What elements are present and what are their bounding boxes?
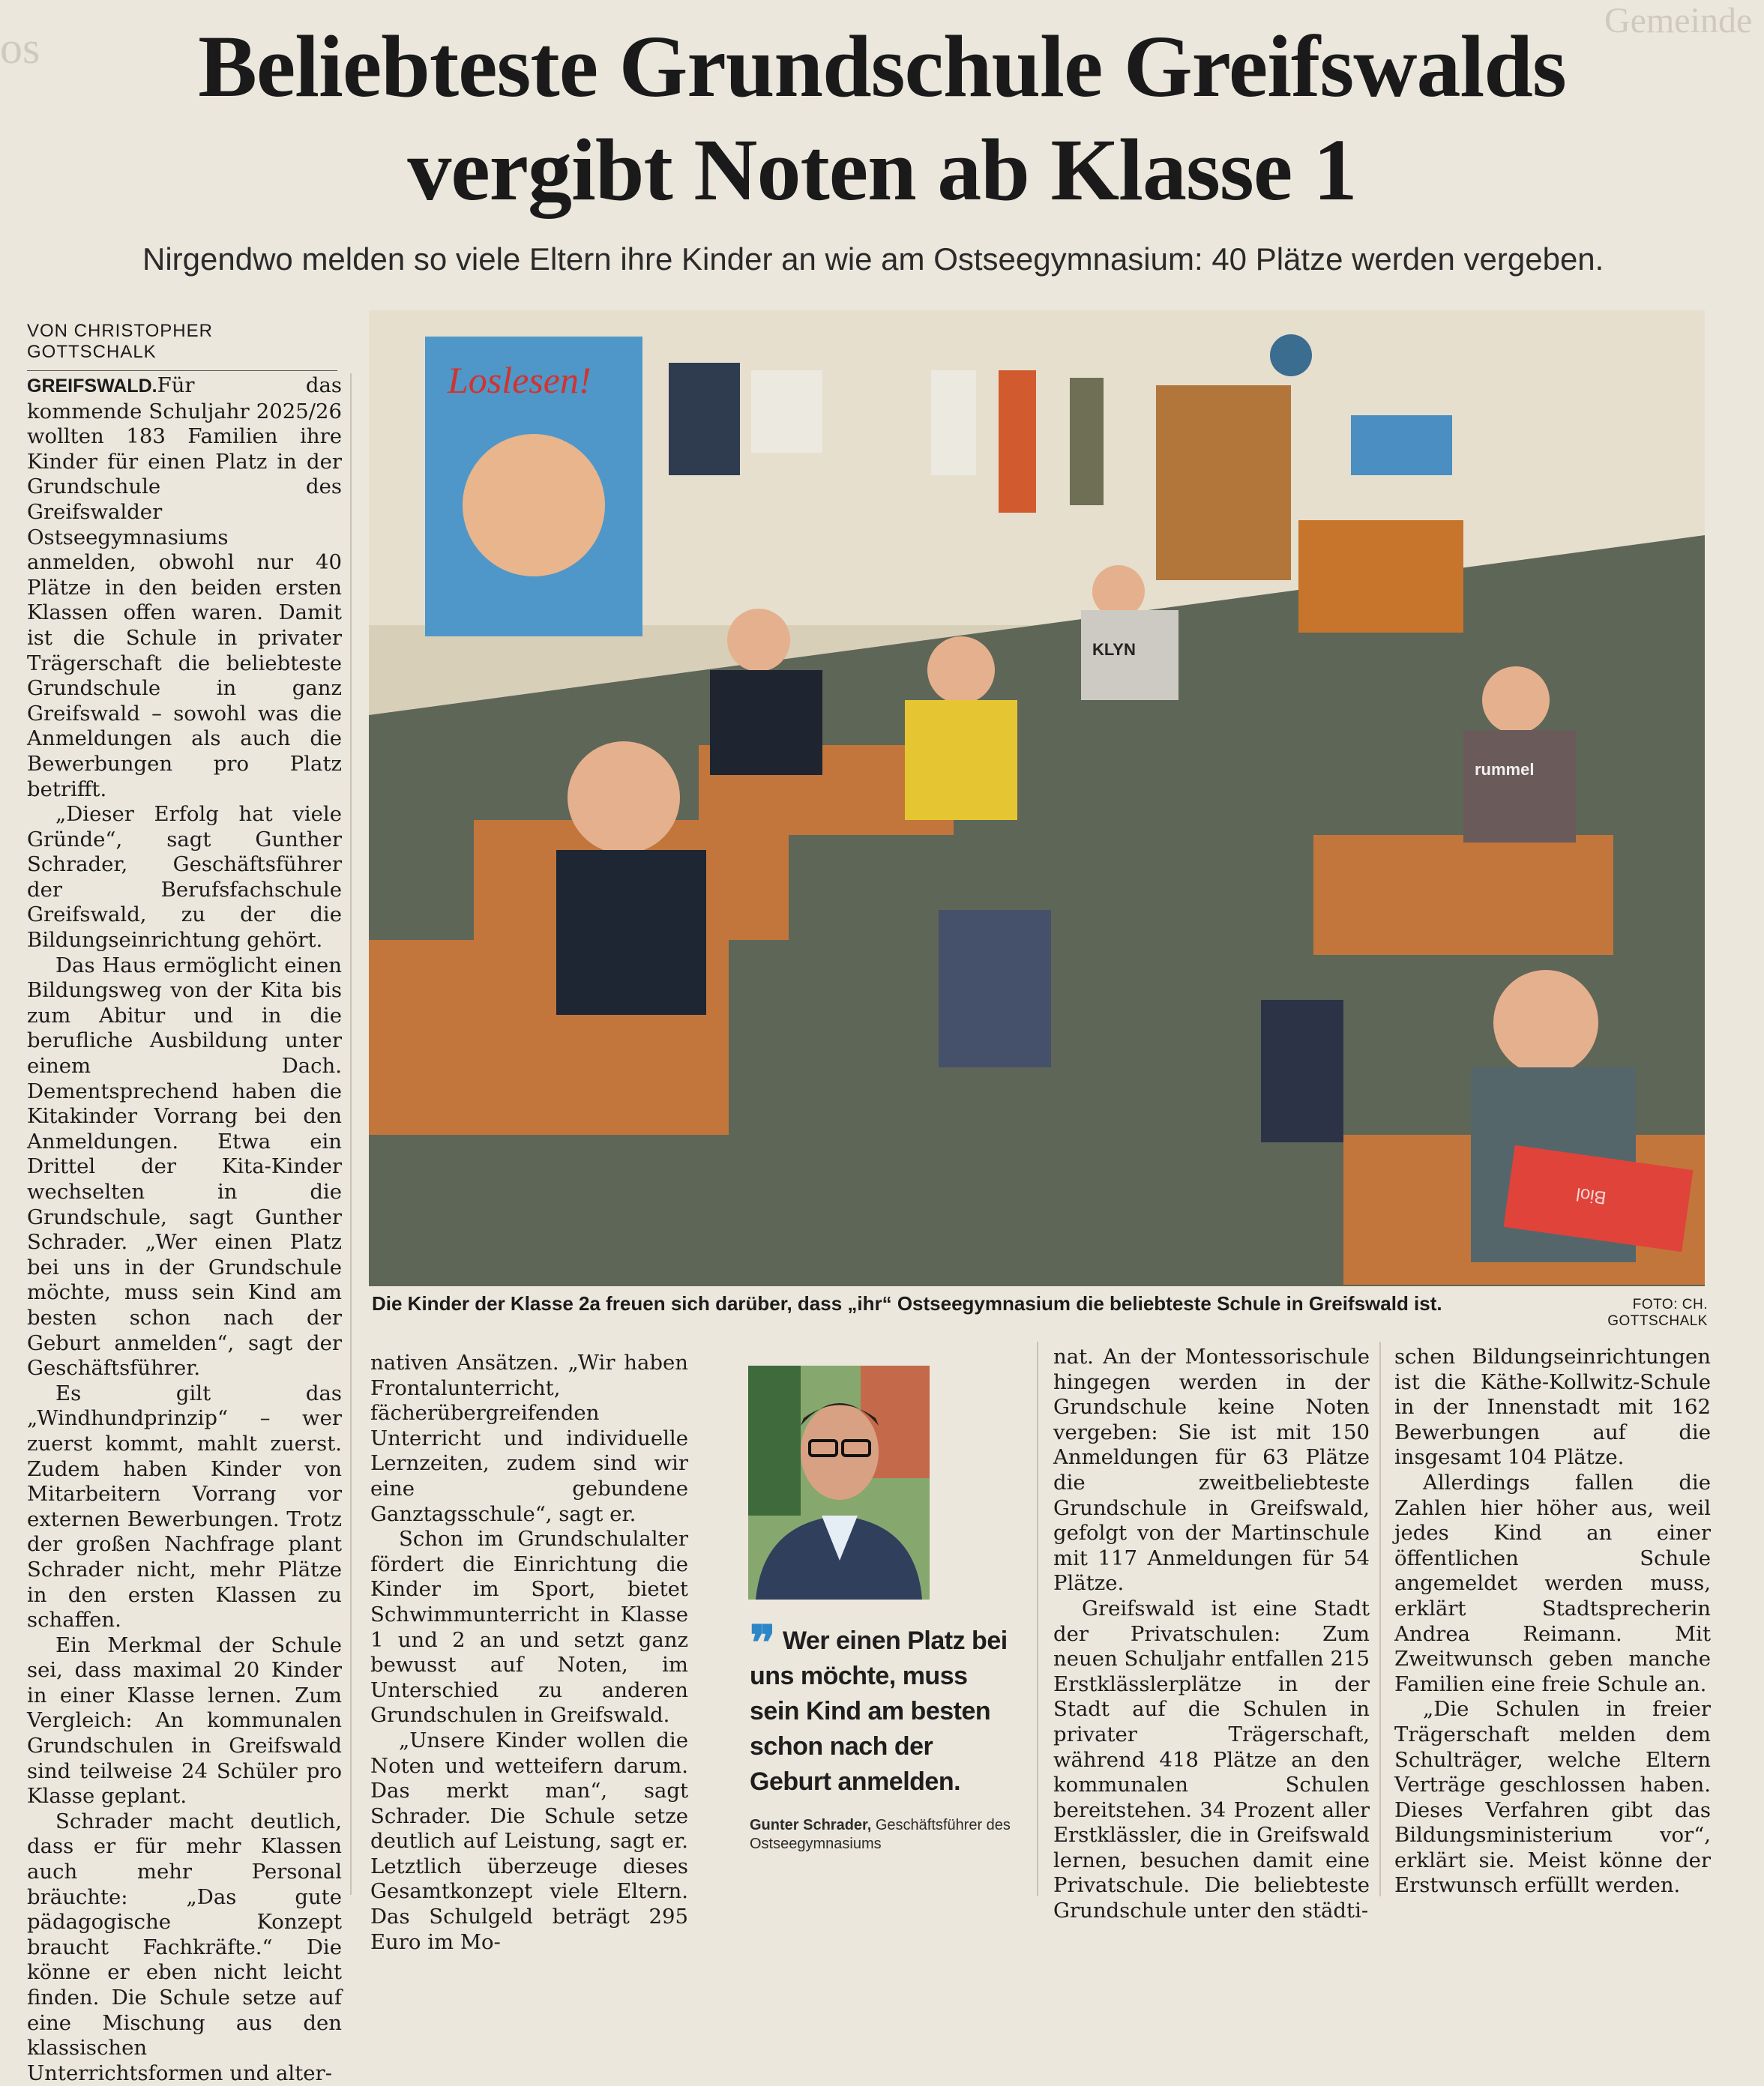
column-divider xyxy=(350,373,352,1895)
bleed-through-right: Gemeinde xyxy=(1604,1,1753,40)
quote-role: Geschäftsführer des Ostseegymnasiums xyxy=(750,1817,1011,1852)
paragraph: Schrader macht deutlich, dass er für mehr Klassen auch mehr Personal bräuchte: „Das gute pädagogische Konzept braucht Fachkräfte.“ Die könne er eben nicht leicht finden. Die Schule setze auf eine Mischung aus den klassischen Unterrichtsformen und alter- xyxy=(27,1809,342,2085)
quote-text xyxy=(750,1617,1020,1800)
paragraph: Es gilt das „Windhundprinzip“ – wer zuerst kommt, mahlt zuerst. Zudem haben Kinder von Mitarbeitern Vorrang vor externen Bewerbungen. Trotz der großen Nachfrage plant Schrader nicht, mehr Plätze in den ersten Klassen zu schaffen. xyxy=(27,1381,342,1633)
column-divider xyxy=(1037,1342,1038,1896)
paragraph: nat. An der Montessorischule hingegen werden in der Grundschule keine Noten vergeben: Sie ist mit 150 Anmeldungen für 63 Plätze die zweitbeliebteste Grundschule in Greifswald, gefolgt von der Martinschule mit 117 Anmeldungen für 54 Plätze. xyxy=(1053,1345,1370,1596)
article-column-1 xyxy=(27,373,342,2086)
paragraph: Greifswald ist eine Stadt der Privatschulen: Zum neuen Schuljahr entfallen 215 Erstklässlerplätze in der Stadt auf die Schulen in privater Trägerschaft, während 418 Plätze an den kommunalen Schulen bereitstehen. 34 Prozent aller Erstklässler, die in Greifswald lernen, besuchen damit eine Privatschule. Die beliebteste Grundschule unter den städti- xyxy=(1053,1596,1370,1923)
article-column-4 xyxy=(1394,1345,1711,1899)
classroom-photo xyxy=(369,310,1705,1286)
headline-line-1: Beliebteste Grundschule Greifswalds xyxy=(198,17,1566,115)
paragraph: „Unsere Kinder wollen die Noten und wetteifern darum. Das merkt man“, sagt Schrader. Die Schule setze deutlich auf Leistung, sagt er. Letztlich überzeuge dieses Gesamtkonzept viele Eltern. Das Schulgeld beträgt 295 Euro im Mo- xyxy=(370,1728,688,1954)
paragraph: Ein Merkmal der Schule sei, dass maximal 20 Kinder in einer Klasse lernen. Zum Vergleich: An kommunalen Grundschulen in Greifswald sind teilweise 24 Schüler pro Klasse geplant. xyxy=(27,1633,342,1809)
shirt-text: KLYN xyxy=(1092,640,1136,659)
subheadline: Nirgendwo melden so viele Eltern ihre Kinder an wie am Ostseegymnasium: 40 Plätze werden vergeben. xyxy=(142,241,1604,277)
headline-line-2: vergibt Noten ab Klasse 1 xyxy=(407,121,1357,219)
headline xyxy=(0,15,1764,222)
poster-text: Loslesen! xyxy=(448,359,591,401)
paragraph-text: Für das kommende Schuljahr 2025/26 wollten 183 Familien ihre Kinder für einen Platz in der Grundschule des Greifswalder Ostseegymnasiums anmelden, obwohl nur 40 Plätze in den beiden ersten Klassen offen waren. Damit ist die Schule in privater Trägerschaft die beliebteste Grundschule in ganz Greifswald – sowohl was die Anmeldungen als auch die Bewerbungen pro Platz betrifft. xyxy=(27,373,342,801)
dateline: GREIFSWALD. xyxy=(27,376,157,397)
paragraph: „Dieser Erfolg hat viele Gründe“, sagt Gunther Schrader, Geschäftsführer der Berufsfachschule Greifswald, zu der die Bildungseinrichtung gehört. xyxy=(27,802,342,953)
quote-attribution xyxy=(750,1816,1020,1854)
quote-body: Wer einen Platz bei uns möchte, muss sein Kind am besten schon nach der Geburt anmelden. xyxy=(750,1627,1008,1796)
column-divider xyxy=(1379,1342,1381,1896)
article-column-2 xyxy=(370,1351,688,1955)
paragraph: Das Haus ermöglicht einen Bildungsweg von der Kita bis zum Abitur und in die berufliche Ausbildung unter einem Dach. Dementsprechend haben die Kitakinder Vorrang bei den Anmeldungen. Etwa ein Drittel der Kita-Kinder wechselten in die Grundschule, sagt Gunther Schrader. „Wer einen Platz bei uns in der Grundschule möchte, muss sein Kind am besten schon nach der Geburt anmelden“, sagt der Geschäftsführer. xyxy=(27,953,342,1381)
quote-name: Gunter Schrader, xyxy=(750,1817,872,1833)
byline: VON CHRISTOPHER GOTTSCHALK xyxy=(27,321,337,371)
bleed-through-left: os xyxy=(0,23,40,73)
portrait-photo xyxy=(748,1366,930,1600)
paragraph: „Die Schulen in freier Trägerschaft melden dem Schulträger, welche Eltern Verträge geschlossen haben. Dieses Verfahren gibt das Bildungsministerium vor“, erklärt sie. Meist könne der Erstwunsch erfüllt werden. xyxy=(1394,1697,1711,1898)
paragraph: Allerdings fallen die Zahlen hier höher aus, weil jedes Kind an einer öffentlichen Schule angemeldet werden muss, erklärt Stadtsprecherin Andrea Reimann. Mit Zweitwunsch geben manche Familien eine freie Schule an. xyxy=(1394,1470,1711,1696)
paragraph: schen Bildungseinrichtungen ist die Käthe-Kollwitz-Schule in der Innenstadt mit 162 Bewerbungen auf die insgesamt 104 Plätze. xyxy=(1394,1345,1711,1470)
article-column-3 xyxy=(1053,1345,1370,1924)
paragraph: Schon im Grundschulalter fördert die Einrichtung die Kinder im Sport, bietet Schwimmunterricht in Klasse 1 und 2 an und setzt ganz bewusst auf Noten, im Unterschied zu anderen Grundschulen in Greifswald. xyxy=(370,1527,688,1728)
paragraph xyxy=(27,373,342,802)
quote-mark-icon: ❞ xyxy=(750,1617,775,1670)
paragraph: nativen Ansätzen. „Wir haben Frontalunterricht, fächerübergreifenden Unterricht und individuelle Lernzeiten, zudem sind wir eine gebundene Ganztagsschule“, sagt er. xyxy=(370,1351,688,1526)
folder-text: Biol xyxy=(1574,1183,1608,1208)
photo-caption: Die Kinder der Klasse 2a freuen sich darüber, dass „ihr“ Ostseegymnasium die beliebteste Schule in Greifswald ist. xyxy=(372,1292,1442,1315)
pull-quote xyxy=(750,1617,1020,1854)
shirt-text: rummel xyxy=(1475,760,1535,779)
photo-credit: FOTO: CH. GOTTSCHALK xyxy=(1607,1297,1708,1329)
